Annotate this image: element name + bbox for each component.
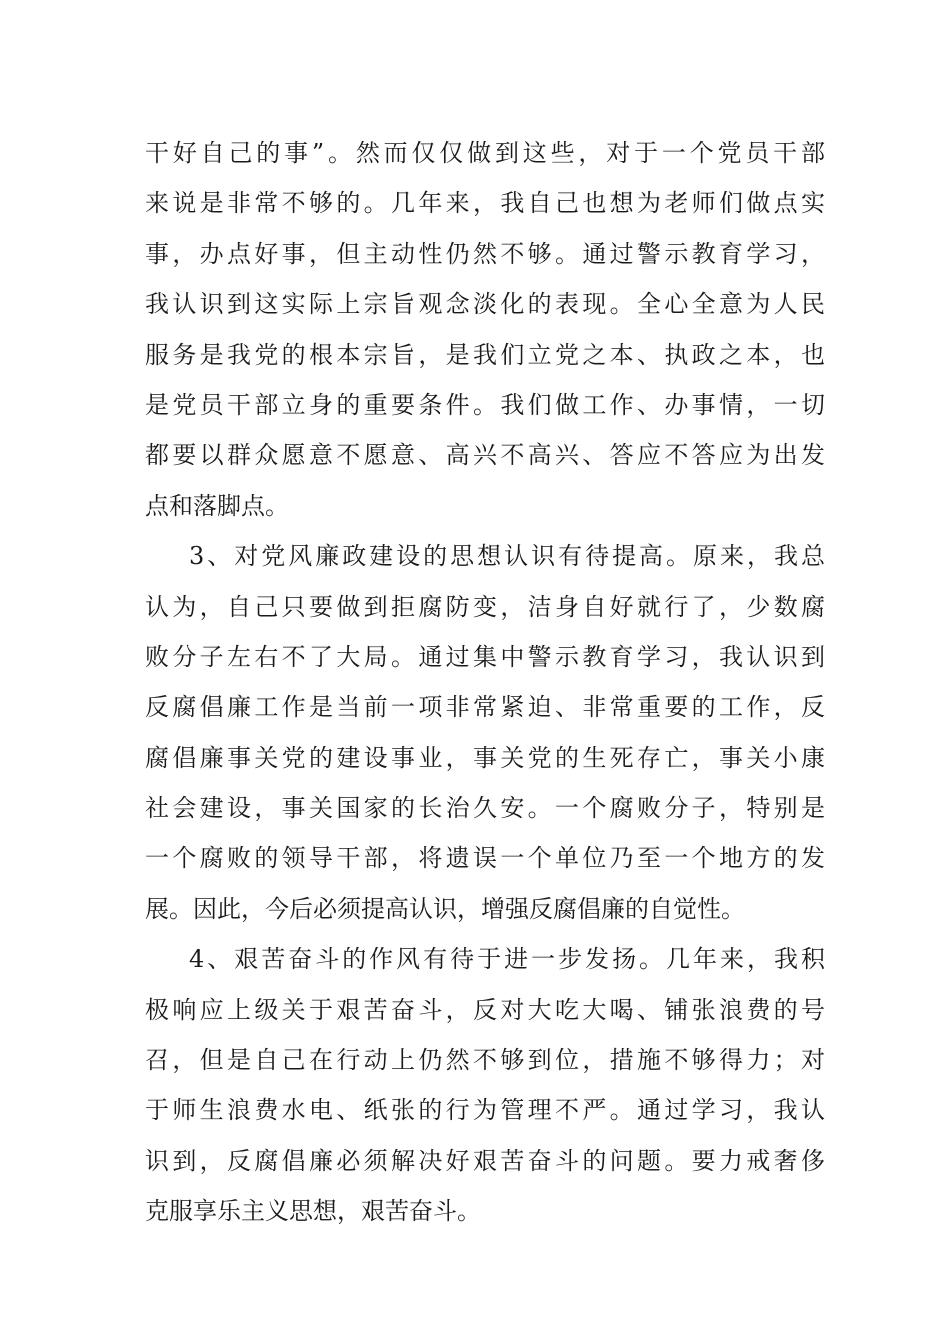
paragraph-4 bbox=[145, 934, 825, 1236]
text-line: 腐倡廉事关党的建设事业，事关党的生死存亡，事关小康 bbox=[145, 743, 825, 772]
text-line: 一个腐败的领导干部，将遗误一个单位乃至一个地方的发 bbox=[145, 844, 825, 873]
text-line: 认为，自己只要做到拒腐防变，洁身自好就行了，少数腐 bbox=[145, 592, 825, 621]
document-body bbox=[145, 128, 825, 1237]
text-line: 干好自己的事”。然而仅仅做到这些，对于一个党员干部 bbox=[145, 139, 825, 167]
text-line: 反腐倡廉工作是当前一项非常紧迫、非常重要的工作，反 bbox=[145, 693, 825, 722]
text-line: 都要以群众愿意不愿意、高兴不高兴、答应不答应为出发 bbox=[145, 441, 825, 470]
text-line: 极响应上级关于艰苦奋斗，反对大吃大喝、铺张浪费的号 bbox=[145, 995, 825, 1024]
text-line: 服务是我党的根本宗旨，是我们立党之本、执政之本，也 bbox=[145, 340, 825, 369]
text-line: 社会建设，事关国家的长治久安。一个腐败分子，特别是 bbox=[145, 794, 825, 823]
paragraph-3 bbox=[145, 531, 825, 934]
text-line: 4、艰苦奋斗的作风有待于进一步发扬。几年来，我积 bbox=[189, 945, 825, 974]
text-line: 展。因此，今后必须提高认识，增强反腐倡廉的自觉性。 bbox=[145, 894, 745, 923]
text-line: 3、对党风廉政建设的思想认识有待提高。原来，我总 bbox=[189, 542, 825, 571]
paragraph-continued bbox=[145, 128, 825, 531]
text-line: 于师生浪费水电、纸张的行为管理不严。通过学习，我认 bbox=[145, 1096, 825, 1125]
text-line: 召，但是自己在行动上仍然不够到位，措施不够得力；对 bbox=[145, 1046, 825, 1075]
text-line: 克服享乐主义思想，艰苦奋斗。 bbox=[145, 1197, 481, 1226]
text-line: 是党员干部立身的重要条件。我们做工作、办事情，一切 bbox=[145, 390, 825, 419]
text-line: 我认识到这实际上宗旨观念淡化的表现。全心全意为人民 bbox=[145, 290, 825, 319]
text-line: 来说是非常不够的。几年来，我自己也想为老师们做点实 bbox=[145, 189, 825, 218]
text-line: 事，办点好事，但主动性仍然不够。通过警示教育学习， bbox=[145, 239, 825, 268]
text-line: 点和落脚点。 bbox=[145, 491, 289, 520]
text-line: 识到，反腐倡廉必须解决好艰苦奋斗的问题。要力戒奢侈 bbox=[145, 1146, 825, 1175]
text-line: 败分子左右不了大局。通过集中警示教育学习，我认识到 bbox=[145, 642, 825, 671]
